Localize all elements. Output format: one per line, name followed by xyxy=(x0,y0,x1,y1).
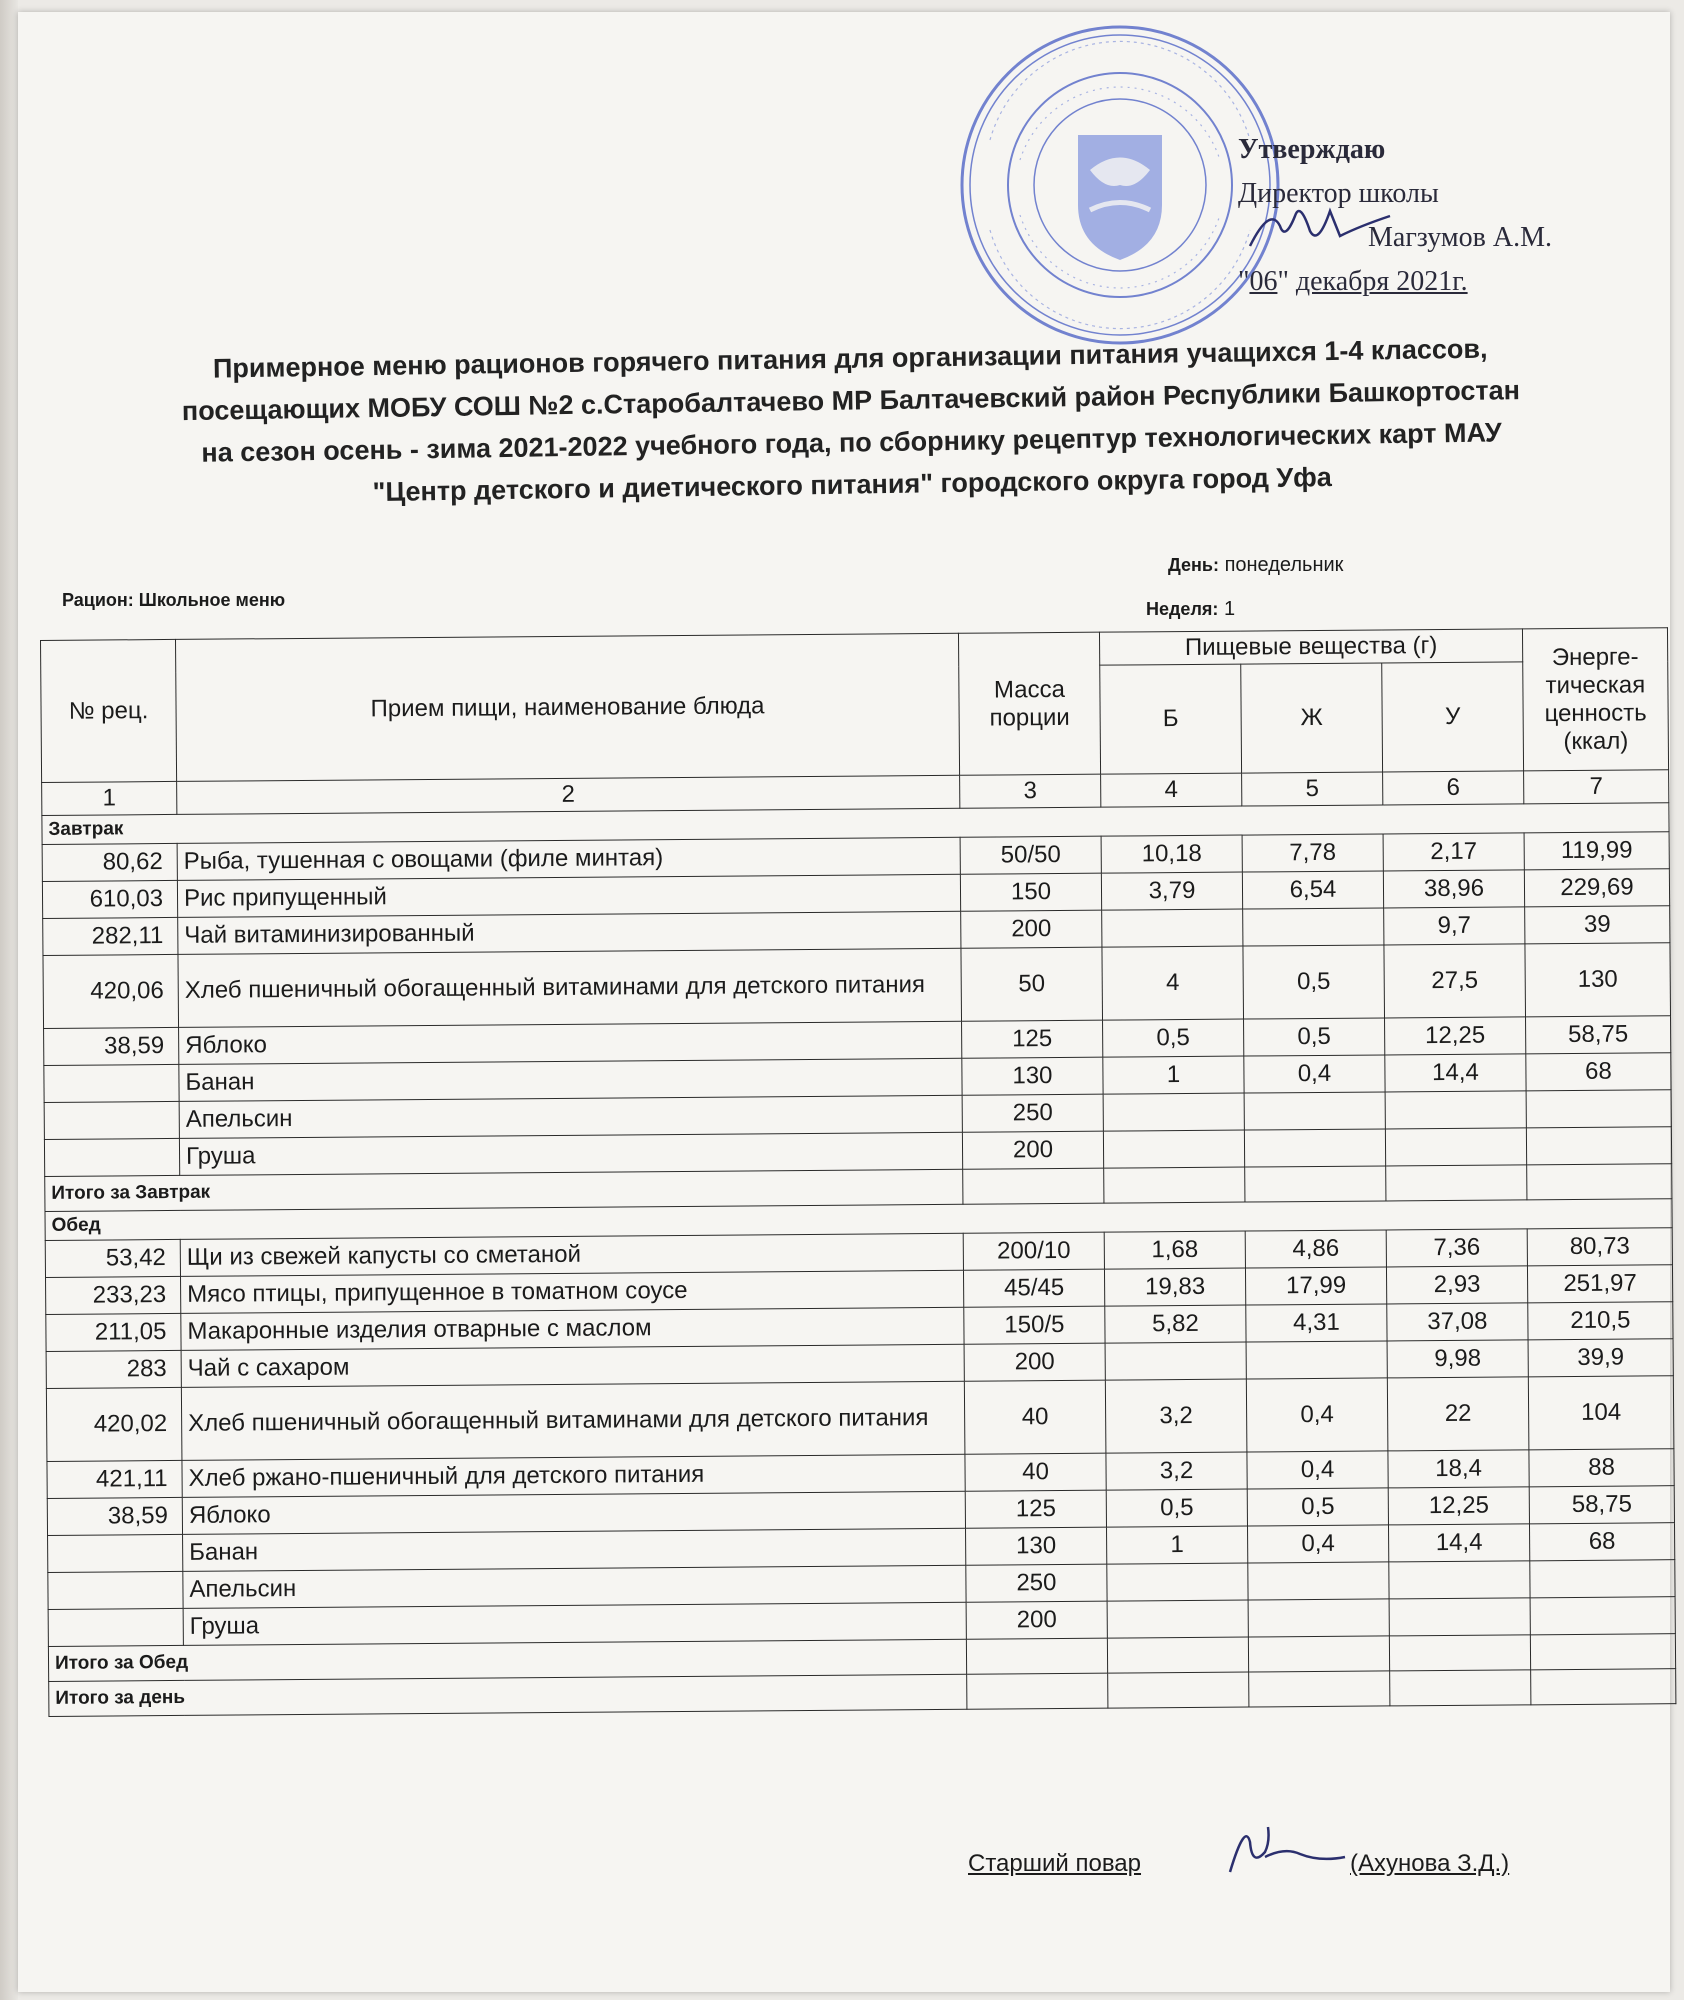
portion-mass: 150 xyxy=(960,873,1101,911)
carb-value: 9,98 xyxy=(1387,1340,1528,1378)
total-cell xyxy=(1389,1635,1530,1671)
protein-value: 3,79 xyxy=(1101,872,1242,910)
fat-value: 0,5 xyxy=(1243,945,1385,1019)
menu-table xyxy=(40,627,1676,1717)
portion-mass: 150/5 xyxy=(964,1306,1105,1344)
total-cell xyxy=(1107,1637,1248,1673)
recipe-number xyxy=(48,1608,183,1646)
header-num: № рец. xyxy=(41,639,177,782)
fat-value: 4,31 xyxy=(1246,1304,1387,1342)
total-cell xyxy=(1108,1672,1249,1708)
director-signature-icon xyxy=(1240,196,1400,256)
portion-mass: 50/50 xyxy=(960,836,1101,874)
week-info xyxy=(1146,598,1235,621)
header-nutrients: Пищевые вещества (г) xyxy=(1099,629,1522,665)
protein-value xyxy=(1103,1093,1244,1131)
chef-signature-icon xyxy=(1210,1812,1350,1882)
portion-mass: 50 xyxy=(961,947,1103,1021)
heading-line-1: Примерное меню рационов горячего питания для организации питания учащихся 1-4 классов, xyxy=(212,333,1488,384)
protein-value: 3,2 xyxy=(1106,1452,1247,1490)
portion-mass: 130 xyxy=(966,1527,1107,1565)
total-cell xyxy=(963,1168,1104,1204)
energy-value xyxy=(1530,1597,1675,1635)
fat-value: 17,99 xyxy=(1245,1267,1386,1305)
header-name: Прием пищи, наименование блюда xyxy=(175,633,959,781)
fat-value xyxy=(1248,1562,1389,1600)
recipe-number: 80,62 xyxy=(42,843,177,881)
dish-name: Чай с сахаром xyxy=(181,1344,964,1387)
approval-block: Утверждаю Директор школы Магзумов А.М. "06" декабря 2021г. xyxy=(1238,128,1658,304)
recipe-number: 282,11 xyxy=(43,917,178,955)
protein-value: 0,5 xyxy=(1106,1489,1247,1527)
total-label: Итого за Обед xyxy=(48,1639,966,1681)
table-row xyxy=(43,943,1671,1029)
dish-name: Чай витаминизированный xyxy=(178,911,961,954)
energy-value: 58,75 xyxy=(1529,1486,1674,1524)
heading-line-3: на сезон осень - зима 2021-2022 учебного года, по сборнику рецептур технологических карт МАУ xyxy=(201,417,1502,468)
protein-value xyxy=(1107,1600,1248,1638)
recipe-number xyxy=(44,1064,179,1102)
fat-value: 0,5 xyxy=(1247,1488,1388,1526)
total-cell xyxy=(1527,1164,1672,1200)
carb-value: 2,17 xyxy=(1383,833,1524,871)
energy-value xyxy=(1526,1090,1671,1128)
portion-mass: 45/45 xyxy=(963,1269,1104,1307)
fat-value xyxy=(1244,1129,1385,1167)
energy-value: 104 xyxy=(1528,1376,1674,1450)
ration-label: Рацион: Школьное меню xyxy=(62,590,286,610)
energy-value xyxy=(1530,1560,1675,1598)
protein-value: 1 xyxy=(1107,1526,1248,1564)
day-info xyxy=(1168,554,1343,577)
energy-value xyxy=(1526,1127,1671,1165)
dish-name: Хлеб пшеничный обогащенный витаминами для детского питания xyxy=(181,1381,965,1460)
protein-value xyxy=(1107,1563,1248,1601)
total-cell xyxy=(966,1638,1107,1674)
recipe-number xyxy=(44,1138,179,1176)
carb-value: 12,25 xyxy=(1388,1487,1529,1525)
fat-value: 0,5 xyxy=(1244,1018,1385,1056)
recipe-number: 211,05 xyxy=(46,1313,181,1351)
energy-value: 80,73 xyxy=(1527,1228,1672,1266)
total-cell xyxy=(1249,1671,1390,1707)
day-label: День: xyxy=(1168,555,1219,575)
header-z: Ж xyxy=(1241,663,1383,773)
heading-line-2: посещающих МОБУ СОШ №2 с.Старобалтачево МР Балтачевский район Республики Башкортостан xyxy=(181,375,1521,427)
carb-value: 12,25 xyxy=(1385,1017,1526,1055)
fat-value: 0,4 xyxy=(1247,1451,1388,1489)
dish-name: Банан xyxy=(179,1058,962,1101)
portion-mass: 125 xyxy=(962,1020,1103,1058)
fat-value xyxy=(1243,908,1384,946)
index-cell: 6 xyxy=(1383,771,1524,805)
portion-mass: 130 xyxy=(962,1057,1103,1095)
index-cell: 7 xyxy=(1524,770,1669,804)
portion-mass: 125 xyxy=(965,1490,1106,1528)
section-label: Завтрак xyxy=(42,803,1669,845)
portion-mass: 40 xyxy=(965,1453,1106,1491)
portion-mass: 200 xyxy=(962,1131,1103,1169)
day-total-label: Итого за день xyxy=(49,1674,967,1716)
total-label: Итого за Завтрак xyxy=(45,1169,963,1211)
recipe-number: 53,42 xyxy=(45,1239,180,1277)
energy-value: 251,97 xyxy=(1527,1265,1672,1303)
dish-name: Рыба, тушенная с овощами (филе минтая) xyxy=(177,837,960,880)
recipe-number: 38,59 xyxy=(47,1497,182,1535)
recipe-number: 420,02 xyxy=(46,1387,182,1461)
fat-value: 4,86 xyxy=(1245,1230,1386,1268)
protein-value: 19,83 xyxy=(1104,1268,1245,1306)
energy-value: 68 xyxy=(1526,1053,1671,1091)
total-cell xyxy=(1248,1636,1389,1672)
week-value: 1 xyxy=(1223,598,1236,620)
dish-name: Яблоко xyxy=(182,1491,965,1534)
total-cell xyxy=(1386,1165,1527,1201)
total-cell xyxy=(1530,1634,1675,1670)
recipe-number xyxy=(48,1571,183,1609)
chef-name: (Ахунова З.Д.) xyxy=(1350,1850,1510,1877)
energy-value: 119,99 xyxy=(1524,832,1669,870)
fat-value xyxy=(1248,1599,1389,1637)
portion-mass: 200/10 xyxy=(963,1232,1104,1270)
protein-value: 0,5 xyxy=(1103,1019,1244,1057)
protein-value: 4 xyxy=(1102,946,1244,1020)
carb-value: 9,7 xyxy=(1384,907,1525,945)
header-b: Б xyxy=(1100,664,1242,774)
energy-value: 39,9 xyxy=(1528,1339,1673,1377)
dish-name: Хлеб пшеничный обогащенный витаминами для детского питания xyxy=(178,948,962,1027)
fat-value: 7,78 xyxy=(1242,834,1383,872)
director-name: Магзумов А.М. xyxy=(1368,222,1552,253)
portion-mass: 250 xyxy=(962,1094,1103,1132)
carb-value: 27,5 xyxy=(1384,944,1526,1018)
scan-edge xyxy=(0,0,18,2000)
protein-value: 10,18 xyxy=(1101,835,1242,873)
carb-value xyxy=(1389,1561,1530,1599)
approval-month-year: декабря 2021г. xyxy=(1295,266,1468,297)
carb-value xyxy=(1385,1091,1526,1129)
carb-value: 37,08 xyxy=(1387,1303,1528,1341)
protein-value xyxy=(1103,1130,1244,1168)
carb-value: 38,96 xyxy=(1383,870,1524,908)
carb-value: 14,4 xyxy=(1388,1524,1529,1562)
protein-value xyxy=(1105,1342,1246,1380)
fat-value xyxy=(1246,1341,1387,1379)
protein-value: 1 xyxy=(1103,1056,1244,1094)
dish-name: Макаронные изделия отварные с маслом xyxy=(181,1307,964,1350)
approval-day: 06 xyxy=(1249,266,1278,297)
energy-value: 68 xyxy=(1529,1523,1674,1561)
recipe-number: 420,06 xyxy=(43,954,179,1028)
energy-value: 88 xyxy=(1529,1449,1674,1487)
dish-name: Апельсин xyxy=(183,1565,966,1608)
fat-value: 0,4 xyxy=(1244,1055,1385,1093)
energy-value: 210,5 xyxy=(1528,1302,1673,1340)
day-value: понедельник xyxy=(1224,554,1344,576)
total-cell xyxy=(967,1673,1108,1709)
dish-name: Банан xyxy=(183,1528,966,1571)
section-label: Обед xyxy=(45,1199,1672,1241)
protein-value: 1,68 xyxy=(1104,1231,1245,1269)
carb-value: 14,4 xyxy=(1385,1054,1526,1092)
fat-value: 0,4 xyxy=(1246,1378,1388,1452)
dish-name: Рис припущенный xyxy=(177,874,960,917)
energy-value: 58,75 xyxy=(1526,1016,1671,1054)
recipe-number: 38,59 xyxy=(44,1027,179,1065)
portion-mass: 200 xyxy=(966,1601,1107,1639)
dish-name: Мясо птицы, припущенное в томатном соусе xyxy=(181,1270,964,1313)
carb-value xyxy=(1389,1598,1530,1636)
index-cell: 2 xyxy=(177,775,960,814)
protein-value xyxy=(1102,909,1243,947)
header-mass: Масса порции xyxy=(958,632,1100,775)
energy-value: 130 xyxy=(1525,943,1671,1017)
carb-value: 22 xyxy=(1387,1377,1529,1451)
director-position: Директор школы xyxy=(1238,178,1439,209)
total-cell xyxy=(1104,1167,1245,1203)
dish-name: Груша xyxy=(179,1132,962,1175)
week-label: Неделя: xyxy=(1146,599,1219,619)
recipe-number: 283 xyxy=(46,1350,181,1388)
index-cell: 3 xyxy=(960,774,1101,808)
carb-value: 18,4 xyxy=(1388,1450,1529,1488)
total-cell xyxy=(1531,1669,1676,1705)
recipe-number xyxy=(44,1101,179,1139)
header-energy: Энерге-тическая ценность (ккал) xyxy=(1522,628,1668,771)
recipe-number: 610,03 xyxy=(42,880,177,918)
portion-mass: 250 xyxy=(966,1564,1107,1602)
document-heading xyxy=(60,325,1642,518)
carb-value xyxy=(1385,1128,1526,1166)
portion-mass: 200 xyxy=(961,910,1102,948)
fat-value xyxy=(1244,1092,1385,1130)
total-cell xyxy=(1245,1166,1386,1202)
portion-mass: 40 xyxy=(964,1380,1106,1454)
carb-value: 7,36 xyxy=(1386,1229,1527,1267)
protein-value: 5,82 xyxy=(1105,1305,1246,1343)
recipe-number xyxy=(48,1534,183,1572)
total-cell xyxy=(1390,1670,1531,1706)
heading-line-4: "Центр детского и диетического питания" городского округа город Уфа xyxy=(372,462,1333,508)
protein-value: 3,2 xyxy=(1105,1379,1247,1453)
dish-name: Груша xyxy=(183,1602,966,1645)
approval-title: Утверждаю xyxy=(1238,134,1386,165)
index-cell: 5 xyxy=(1242,772,1383,806)
fat-value: 6,54 xyxy=(1242,871,1383,909)
dish-name: Апельсин xyxy=(179,1095,962,1138)
dish-name: Щи из свежей капусты со сметаной xyxy=(180,1233,963,1276)
recipe-number: 421,11 xyxy=(47,1460,182,1498)
chef-label: Старший повар xyxy=(968,1850,1142,1877)
portion-mass: 200 xyxy=(964,1343,1105,1381)
dish-name: Яблоко xyxy=(179,1021,962,1064)
dish-name: Хлеб ржано-пшеничный для детского питания xyxy=(182,1454,965,1497)
index-cell: 4 xyxy=(1101,773,1242,807)
header-u: У xyxy=(1382,662,1524,772)
energy-value: 229,69 xyxy=(1524,869,1669,907)
recipe-number: 233,23 xyxy=(46,1276,181,1314)
table-row xyxy=(46,1376,1674,1462)
carb-value: 2,93 xyxy=(1386,1266,1527,1304)
index-cell: 1 xyxy=(42,781,177,815)
energy-value: 39 xyxy=(1525,906,1670,944)
fat-value: 0,4 xyxy=(1247,1525,1388,1563)
